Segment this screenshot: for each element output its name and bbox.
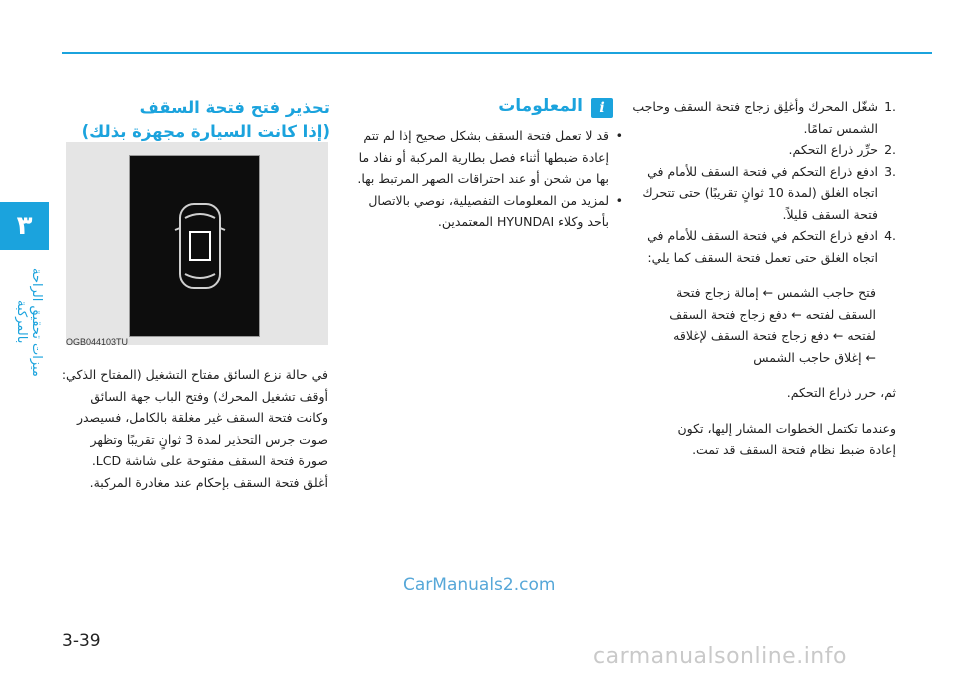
step-number: .2 bbox=[884, 142, 896, 157]
completion-note bbox=[618, 418, 896, 461]
sequence-line: ← إغلاق حاجب الشمس bbox=[753, 349, 876, 365]
sunroof-warning-figure bbox=[66, 142, 328, 345]
step-text: حرِّر ذراع التحكم. bbox=[788, 142, 878, 157]
figure-code: OGB044103TU bbox=[66, 337, 129, 347]
section-title-line1: تحذير فتح فتحة السقف bbox=[139, 98, 330, 117]
step-item bbox=[618, 139, 896, 161]
step-number: .1 bbox=[884, 99, 896, 114]
step-item bbox=[618, 96, 896, 139]
step-item bbox=[618, 225, 896, 268]
chapter-tab bbox=[0, 202, 49, 250]
note-line: إعادة ضبط نظام فتحة السقف قد تمت. bbox=[692, 442, 896, 457]
step-number: .3 bbox=[884, 163, 896, 179]
watermark-link[interactable]: CarManuals2.com bbox=[403, 575, 556, 595]
step-text: شغّل المحرك وأغلِق زجاج فتحة السقف وحاجب الشمس تمامًا. bbox=[632, 99, 878, 136]
info-list bbox=[354, 125, 625, 233]
body-line: في حالة نزع السائق مفتاح التشغيل (المفتاح الذكي: bbox=[61, 367, 328, 382]
release-text: ثم، حرر ذراع التحكم. bbox=[786, 385, 896, 400]
body-line: أوقف تشغيل المحرك) وفتح الباب جهة السائق bbox=[90, 388, 328, 404]
info-item: • قد لا تعمل فتحة السقف بشكل صحيح إذا لم تتم إعادة ضبطها أثناء فصل بطارية المركبة أو نفاد ما بها من شحن أو عند احتراقات الصهر المرتبط بها. bbox=[354, 125, 609, 190]
section-body bbox=[60, 364, 328, 493]
sequence-list bbox=[618, 282, 896, 368]
body-line: وكانت فتحة السقف غير مغلقة بالكامل، فسيصدر bbox=[76, 410, 328, 425]
body-line: صوت جرس التحذير لمدة 3 ثوانٍ تقريبًا وتظهر bbox=[90, 431, 328, 447]
section-title bbox=[60, 96, 330, 144]
info-title: المعلومات bbox=[498, 96, 583, 116]
section-title-line2: (إذا كانت السيارة مجهزة بذلك) bbox=[81, 122, 330, 141]
body-line: أغلق فتحة السقف بإحكام عند مغادرة المركبة. bbox=[89, 474, 328, 490]
note-line: وعندما تكتمل الخطوات المشار إليها، تكون bbox=[677, 420, 896, 436]
step-item bbox=[618, 161, 896, 226]
step-text: ادفع ذراع التحكم في فتحة السقف للأمام في اتجاه الغلق حتى تعمل فتحة السقف كما يلي: bbox=[647, 228, 878, 265]
chapter-side-label: ميزات تحقيق الراحة بالمركبة bbox=[14, 267, 44, 377]
sequence-line: لفتحه ← دفع زجاج فتحة السقف لإغلاقه bbox=[673, 328, 876, 343]
step-list bbox=[618, 96, 896, 268]
step-number: .4 bbox=[884, 228, 896, 243]
info-header bbox=[360, 96, 613, 122]
footer-watermark: carmanualsonline.info bbox=[593, 644, 847, 669]
info-item: • لمزيد من المعلومات التفصيلية، نوصي بالاتصال بأحد وكلاء HYUNDAI المعتمدين. bbox=[354, 190, 609, 233]
body-line: صورة فتحة السقف مفتوحة على شاشة LCD. bbox=[91, 453, 328, 468]
header-rule bbox=[62, 52, 932, 54]
chapter-number: ٣ bbox=[16, 211, 33, 241]
step-text: ادفع ذراع التحكم في فتحة السقف للأمام في اتجاه الغلق (لمدة 10 ثوانٍ تقريبًا) حتى تتحرك فتحة السقف قليلاً. bbox=[642, 163, 878, 222]
car-top-view-icon bbox=[130, 156, 259, 336]
cluster-display bbox=[129, 155, 260, 337]
sequence-line: فتح حاجب الشمس ← إمالة زجاج فتحة bbox=[676, 285, 876, 300]
reset-procedure bbox=[618, 96, 896, 461]
sequence-line: السقف لفتحه ← دفع زجاج فتحة السقف bbox=[669, 306, 876, 322]
page-number: 3-39 bbox=[62, 631, 101, 651]
info-icon: i bbox=[591, 98, 613, 118]
